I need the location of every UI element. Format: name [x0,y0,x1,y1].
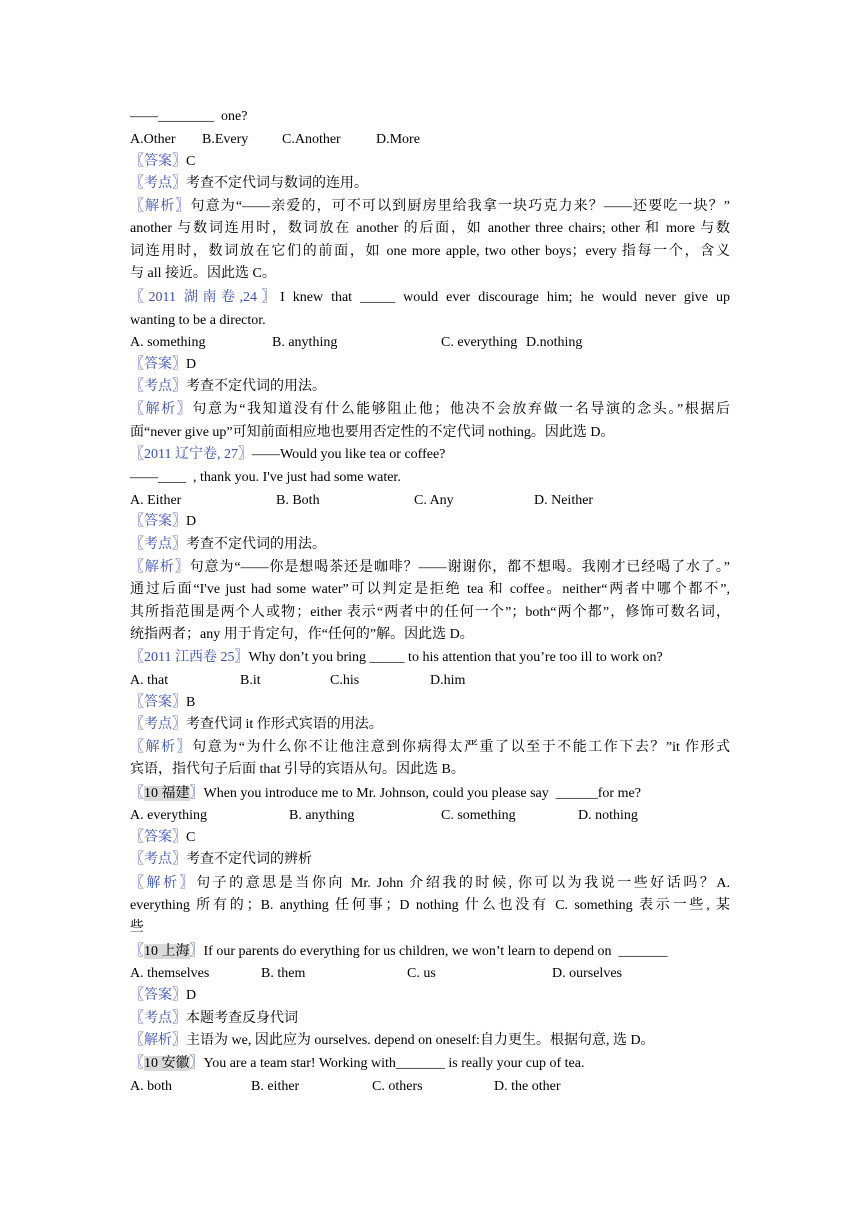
q3-analysis-line-3: 其所指范围是两个人或物；either 表示“两者中的任何一个”；both“两个都”，修饰可数名词， [130,605,730,620]
source-tag: 〖2011 辽宁卷, 27〗 [130,447,252,462]
option-b: B. them [261,966,306,981]
answer-value: C [186,154,196,169]
source-bracket-open: 〖 [130,1056,144,1071]
point-text: 考查代词 it 作形式宾语的用法。 [186,717,383,732]
answer-value: D [186,357,197,372]
point-text: 本题考查反身代词 [186,1011,298,1026]
analysis-text: 主语为 we, 因此应为 ourselves. depend on oneself:自力更生。根据句意, 选 D。 [186,1033,655,1048]
option-b: B. Both [276,493,320,508]
q2-answer [130,354,730,376]
q4-point [130,714,730,736]
answer-tag: 〖答案〗 [130,830,186,845]
option-d: D. nothing [578,808,638,823]
analysis-tag: 〖解析〗 [130,1033,186,1048]
answer-value: B [186,695,196,710]
q4-answer [130,692,730,714]
point-tag: 〖考点〗 [130,1011,186,1026]
option-c: C. us [407,966,436,981]
q6-options [130,963,730,985]
q1-answer [130,151,730,173]
option-b: B. anything [289,808,355,823]
q3-point [130,534,730,556]
point-text: 考查不定代词与数词的连用。 [186,176,368,191]
q2-stem-line-1 [130,287,730,309]
source-bracket-close: 〗 [189,944,204,959]
option-a: A. that [130,673,169,688]
option-b: B. anything [272,335,338,350]
analysis-tag: 〖解析〗 [130,199,191,214]
stem-text: When you introduce me to Mr. Johnson, could you please say ______for me? [203,786,641,801]
stem-text: ——Would you like tea or coffee? [251,447,446,462]
source-bracket-open: 〖 [130,944,144,959]
option-c: C.his [330,673,360,688]
q3-options [130,490,730,512]
answer-tag: 〖答案〗 [130,514,186,529]
q3-stem-line-1 [130,444,730,466]
point-text: 考查不定代词的用法。 [186,379,326,394]
q5-options [130,805,730,827]
option-d: D.him [430,673,466,688]
analysis-tag: 〖解析〗 [130,560,190,575]
answer-value: D [186,988,197,1003]
stem-text: Why don’t you bring _____ to his attention that you’re too ill to work on? [248,650,663,665]
q2-analysis-line-2: 面“never give up”可知前面相应地也要用否定性的不定代词 nothing。因此选 D。 [130,425,615,440]
source-bracket-close: 〗 [189,1056,204,1071]
point-text: 考查不定代词的用法。 [186,537,326,552]
option-a: A. themselves [130,966,210,981]
option-a: A. something [130,335,206,350]
stem-text: If our parents do everything for us children, we won’t learn to depend on _______ [203,944,668,959]
option-c: C. something [441,808,516,823]
q3-answer [130,511,730,533]
q5-stem-line-1 [130,783,730,805]
analysis-text: 句意为“为什么你不让他注意到你病得太严重了以至于不能工作下去？”it 作形式 [192,740,730,755]
option-d: D. the other [494,1079,561,1094]
q5-point [130,849,730,871]
q5-answer [130,827,730,849]
option-c: C.Another [282,132,341,147]
q1-options [130,129,730,151]
point-tag: 〖考点〗 [130,852,186,867]
q4-stem-line-1 [130,647,730,669]
q2-stem-line-2: wanting to be a director. [130,313,266,328]
analysis-tag: 〖解析〗 [130,402,193,417]
q5-analysis-line-1 [130,873,730,895]
option-a: A. Either [130,493,182,508]
option-d: D.More [376,132,420,147]
analysis-text: 句意为“——亲爱的，可不可以到厨房里给我拿一块巧克力来？——还要吃一块？” [190,199,730,214]
point-tag: 〖考点〗 [130,176,186,191]
answer-tag: 〖答案〗 [130,154,186,169]
q7-options [130,1076,730,1098]
source-label: 10 福建 [144,786,190,801]
answer-tag: 〖答案〗 [130,357,186,372]
q2-options [130,332,730,354]
q5-analysis-line-3: 些 [130,920,144,935]
option-b: B. either [251,1079,300,1094]
option-d: D. ourselves [552,966,622,981]
q6-analysis-line-1 [130,1030,730,1052]
q2-analysis-line-1 [130,399,730,421]
option-d: D. Neither [534,493,594,508]
point-text: 考查不定代词的辨析 [186,852,312,867]
q3-analysis-line-4: 统指两者；any 用于肯定句，作“任何的”解。因此选 D。 [130,627,474,642]
source-tag: 〖2011 湖南卷,24〗 [130,290,281,305]
q7-stem-line-1 [130,1053,730,1075]
point-tag: 〖考点〗 [130,537,186,552]
analysis-text: 句意为“——你是想喝茶还是咖啡？——谢谢你，都不想喝。我刚才已经喝了水了。” [189,560,730,575]
source-bracket-close: 〗 [189,786,204,801]
q1-analysis-line-4: 与 all 接近。因此选 C。 [130,266,276,281]
analysis-text: 句子的意思是当你向 Mr. John 介绍我的时候, 你可以为我说一些好话吗？A. [196,876,730,891]
source-label: 10 上海 [144,944,190,959]
stem-text: You are a team star! Working with_______ is really your cup of tea. [203,1056,585,1071]
option-d: D.nothing [526,335,583,350]
q6-stem-line-1 [130,941,730,963]
analysis-tag: 〖解析〗 [130,876,197,891]
q4-analysis-line-2: 宾语，指代句子后面 that 引导的宾语从句。因此选 B。 [130,762,465,777]
q3-analysis-line-1 [130,557,730,579]
q1-stem: ——________ one? [130,109,248,124]
analysis-tag: 〖解析〗 [130,740,193,755]
q2-point [130,376,730,398]
stem-text: I knew that _____ would ever discourage him; he would never give up [280,290,730,305]
answer-tag: 〖答案〗 [130,988,186,1003]
option-b: B.Every [202,132,249,147]
point-tag: 〖考点〗 [130,379,186,394]
source-tag: 〖2011 江西卷 25〗 [130,650,249,665]
q1-analysis-line-1 [130,196,730,218]
q1-point [130,173,730,195]
q3-analysis-line-2: 通过后面“I've just had some water”可以判定是拒绝 tea 和 coffee。neither“两者中哪个都不”, [130,582,730,597]
point-tag: 〖考点〗 [130,717,186,732]
q6-answer [130,985,730,1007]
q4-analysis-line-1 [130,737,730,759]
option-b: B.it [240,673,261,688]
source-label: 10 安徽 [144,1056,190,1071]
analysis-text: 句意为“我知道没有什么能够阻止他；他决不会放弃做一名导演的念头。”根据后 [192,402,730,417]
answer-value: C [186,830,196,845]
q1-analysis-line-2: another 与数词连用时，数词放在 another 的后面，如 another three chairs; other 和 more 与数 [130,221,730,236]
option-c: C. others [372,1079,423,1094]
option-a: A. both [130,1079,172,1094]
option-a: A. everything [130,808,207,823]
q5-analysis-line-2: everything 所有的；B. anything 任何事；D nothing 什么也没有 C. something 表示一些, 某 [130,898,730,913]
q6-point [130,1008,730,1030]
option-c: C. everything [441,335,518,350]
q1-analysis-line-3: 词连用时，数词放在它们的前面，如 one more apple, two other boys；every 指每一个，含义 [130,244,730,259]
q3-stem-line-2: ——____ , thank you. I've just had some water. [130,470,401,485]
answer-value: D [186,514,197,529]
q4-options [130,670,730,692]
option-c: C. Any [414,493,454,508]
source-bracket-open: 〖 [130,786,144,801]
option-a: A.Other [130,132,176,147]
answer-tag: 〖答案〗 [130,695,186,710]
